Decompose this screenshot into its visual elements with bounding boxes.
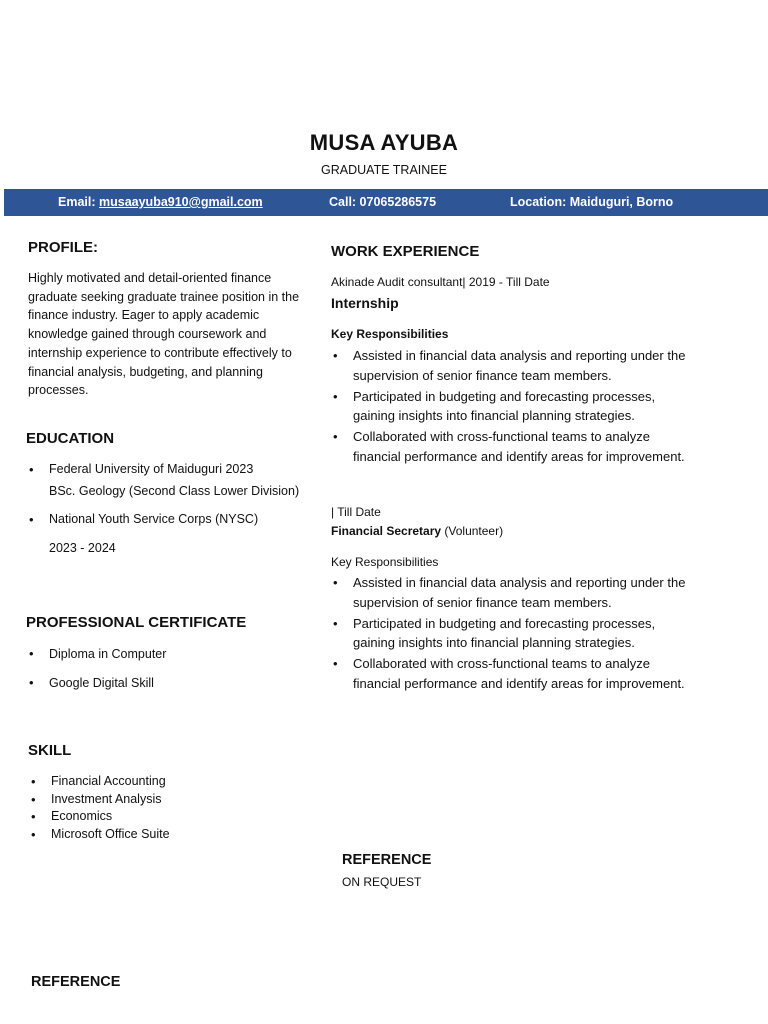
job-role-line xyxy=(331,524,503,538)
education-institution: • Federal University of Maiduguri 2023 xyxy=(49,462,254,476)
responsibilities-list xyxy=(353,346,698,468)
certificate-item: • Diploma in Computer xyxy=(49,645,166,663)
job-meta: | Till Date xyxy=(331,505,381,519)
education-degree: BSc. Geology (Second Class Lower Division) xyxy=(49,483,300,498)
education-item xyxy=(49,509,319,559)
responsibility-item: • Assisted in financial data analysis and reporting under the supervision of senior finance team members. xyxy=(353,346,698,385)
reference-heading: REFERENCE xyxy=(342,852,432,868)
candidate-title: GRADUATE TRAINEE xyxy=(321,163,447,177)
skill-heading: SKILL xyxy=(28,742,72,759)
profile-heading: PROFILE: xyxy=(28,239,98,256)
certificate-item: • Google Digital Skill xyxy=(49,674,166,692)
footer-reference-heading: REFERENCE xyxy=(31,974,121,990)
work-experience-heading: WORK EXPERIENCE xyxy=(331,243,480,260)
education-item xyxy=(49,459,319,502)
certificate-heading: PROFESSIONAL CERTIFICATE xyxy=(26,614,247,631)
responsibility-item: • Collaborated with cross-functional teams to analyze financial performance and identify areas for improvement. xyxy=(353,654,698,693)
education-list xyxy=(49,459,319,559)
education-dates: 2023 - 2024 xyxy=(49,540,116,555)
job-role: Internship xyxy=(331,295,399,311)
reference-text: ON REQUEST xyxy=(342,875,422,889)
email-contact xyxy=(58,195,263,209)
responsibility-item: • Participated in budgeting and forecasting processes, gaining insights into financial planning strategies. xyxy=(353,387,698,426)
responsibility-item: • Participated in budgeting and forecasting processes, gaining insights into financial planning strategies. xyxy=(353,614,698,653)
responsibilities-heading: Key Responsibilities xyxy=(331,327,449,341)
email-link[interactable]: musaayuba910@gmail.com xyxy=(99,195,263,209)
location-contact: Location: Maiduguri, Borno xyxy=(510,195,674,209)
contact-band xyxy=(4,189,768,216)
email-label: Email: xyxy=(58,195,99,209)
job-meta: Akinade Audit consultant| 2019 - Till Date xyxy=(331,275,550,289)
job-role: Financial Secretary xyxy=(331,524,442,538)
skill-list xyxy=(51,773,170,843)
profile-text: Highly motivated and detail-oriented finance graduate seeking graduate trainee position in the finance industry. Eager to apply academic knowledge gained through coursework and internship experience to contribute effectively to financial analysis, budgeting, and planning processes. xyxy=(28,271,300,398)
education-institution: • National Youth Service Corps (NYSC) xyxy=(49,512,259,526)
skill-item: • Investment Analysis xyxy=(51,791,170,809)
candidate-name: MUSA AYUBA xyxy=(309,130,459,155)
responsibility-item: • Collaborated with cross-functional teams to analyze financial performance and identify areas for improvement. xyxy=(353,427,698,466)
skill-item: • Financial Accounting xyxy=(51,773,170,791)
responsibilities-heading: Key Responsibilities xyxy=(331,555,439,569)
certificate-list xyxy=(49,645,166,703)
job-role-note: (Volunteer) xyxy=(441,524,504,538)
skill-item: • Microsoft Office Suite xyxy=(51,826,170,844)
skill-item: • Economics xyxy=(51,808,170,826)
responsibility-item: • Assisted in financial data analysis and reporting under the supervision of senior finance team members. xyxy=(353,573,698,612)
responsibilities-list xyxy=(353,573,698,695)
education-heading: EDUCATION xyxy=(26,430,115,447)
phone-contact: Call: 07065286575 xyxy=(329,195,437,209)
